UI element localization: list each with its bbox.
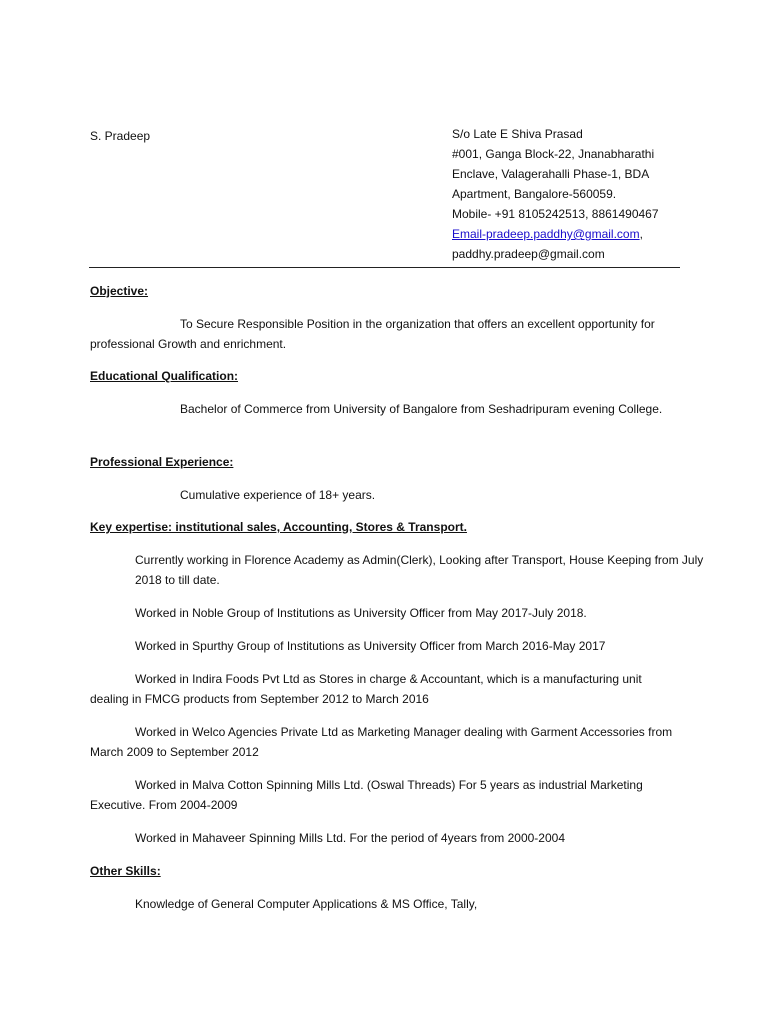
expertise-heading: Key expertise: institutional sales, Accounting, Stores & Transport. — [90, 520, 467, 534]
expertise-item: Worked in Welco Agencies Private Ltd as Marketing Manager dealing with Garment Accessories from March 2009 to September 2012 — [90, 725, 673, 759]
email-line — [452, 224, 659, 244]
header-divider — [89, 267, 680, 268]
experience-text: Cumulative experience of 18+ years. — [180, 488, 376, 502]
email-separator: , — [639, 227, 643, 241]
email-link[interactable]: Email-pradeep.paddhy@gmail.com — [452, 227, 640, 241]
alt-email: paddhy.pradeep@gmail.com — [452, 247, 605, 261]
education-heading: Educational Qualification: — [90, 369, 239, 383]
expertise-item: Currently working in Florence Academy as Admin(Clerk), Looking after Transport, House Keeping from July 2018 to till date. — [135, 553, 704, 587]
experience-heading: Professional Experience: — [90, 455, 234, 469]
contact-block — [452, 124, 659, 264]
expertise-item: Worked in Spurthy Group of Institutions as University Officer from March 2016-May 2017 — [135, 639, 606, 653]
objective-heading: Objective: — [90, 284, 149, 298]
address-line: Apartment, Bangalore-560059. — [452, 187, 617, 201]
expertise-item: Worked in Malva Cotton Spinning Mills Ltd. (Oswal Threads) For 5 years as industrial Marketing Executive. From 2004-2009 — [90, 778, 643, 812]
expertise-item: Worked in Indira Foods Pvt Ltd as Stores in charge & Accountant, which is a manufacturing unit dealing in FMCG products from September 2012 to March 2016 — [90, 672, 642, 706]
expertise-item: Worked in Mahaveer Spinning Mills Ltd. For the period of 4years from 2000-2004 — [135, 831, 566, 845]
expertise-item: Worked in Noble Group of Institutions as University Officer from May 2017-July 2018. — [135, 606, 587, 620]
candidate-name: S. Pradeep — [90, 129, 151, 143]
address-line: #001, Ganga Block-22, Jnanabharathi — [452, 147, 655, 161]
skills-text: Knowledge of General Computer Applications & MS Office, Tally, — [135, 897, 478, 911]
skills-heading: Other Skills: — [90, 864, 161, 878]
address-line: S/o Late E Shiva Prasad — [452, 127, 583, 141]
address-line: Enclave, Valagerahalli Phase-1, BDA — [452, 167, 650, 181]
mobile-line: Mobile- +91 8105242513, 8861490467 — [452, 207, 659, 221]
education-text: Bachelor of Commerce from University of Bangalore from Seshadripuram evening College. — [180, 402, 663, 416]
objective-text: To Secure Responsible Position in the organization that offers an excellent opportunity for professional Growth and enrichment. — [90, 317, 655, 351]
